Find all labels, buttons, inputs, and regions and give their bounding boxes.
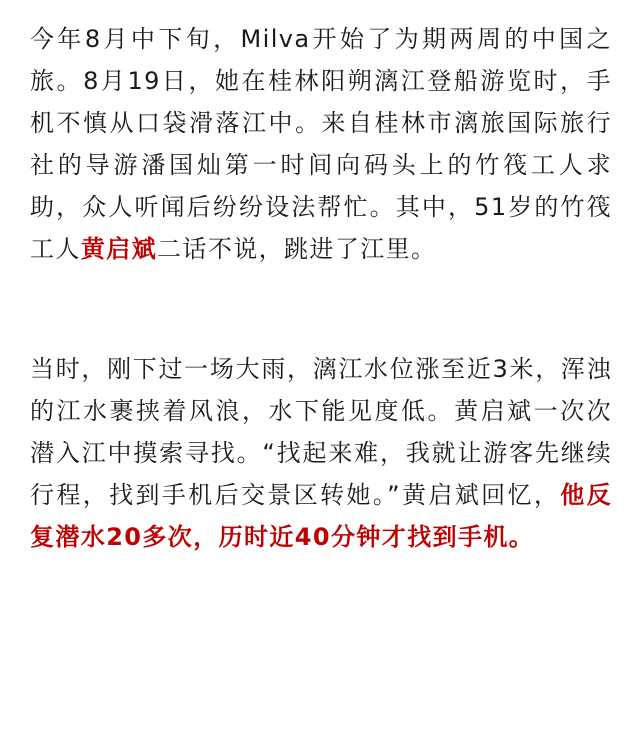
- paragraph-1: [30, 18, 612, 270]
- paragraph-1-text-after: 二话不说，跳进了江里。: [157, 235, 437, 263]
- paragraph-2-text-before: 当时，刚下过一场大雨，漓江水位涨至近3米，浑浊的江水裹挟着风浪，水下能见度低。黄启斌一次次潜入江中摸索寻找。“找起来难，我就让游客先继续行程，找到手机后交景区转她。”黄启斌回忆，: [30, 355, 612, 509]
- highlighted-name: 黄启斌: [80, 235, 158, 263]
- paragraph-1-text-before: 今年8月中下旬，Milva开始了为期两周的中国之旅。8月19日，她在桂林阳朔漓江登船游览时，手机不慎从口袋滑落江中。来自桂林市漓旅国际旅行社的导游潘国灿第一时间向码头上的竹筏工人求助，众人听闻后纷纷设法帮忙。其中，51岁的竹筏工人: [30, 25, 612, 263]
- article-body: [30, 18, 612, 558]
- paragraph-2: [30, 348, 612, 558]
- highlighted-sentence: 他反复潜水20多次，历时近40分钟才找到手机。: [30, 481, 612, 551]
